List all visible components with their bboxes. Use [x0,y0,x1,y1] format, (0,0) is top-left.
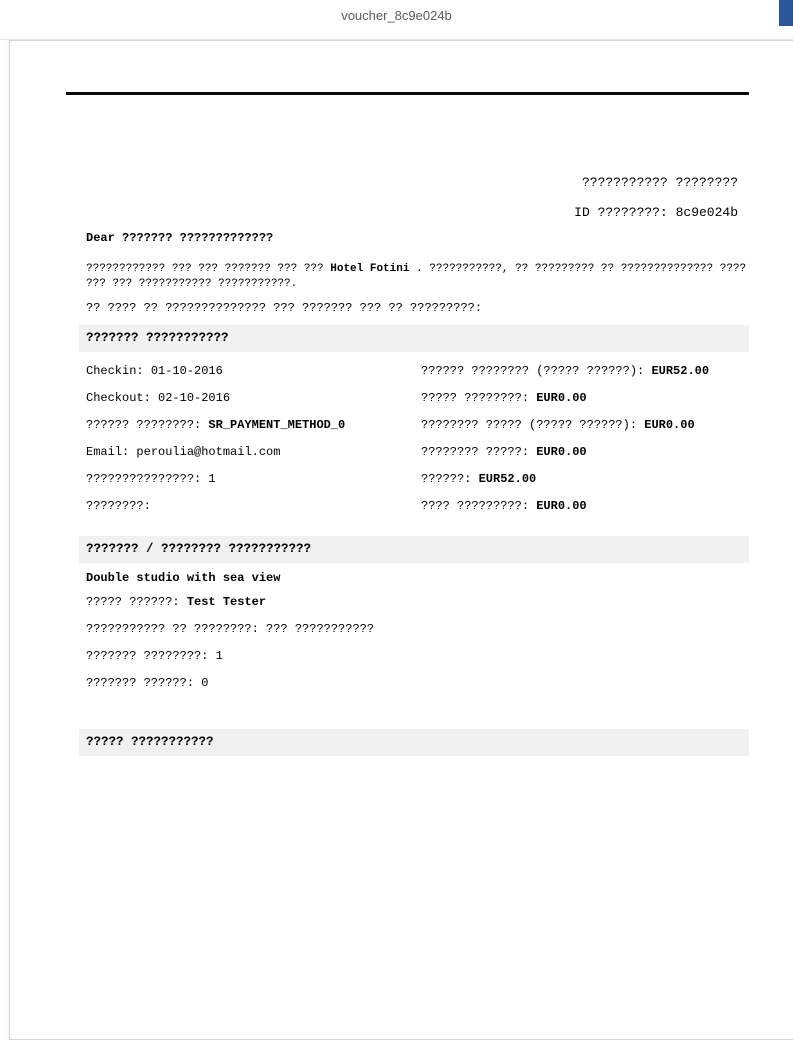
field-value: 01-10-2016 [150,364,223,378]
field-label: ????????: [86,499,151,513]
field-value: peroulia@hotmail.com [136,445,281,459]
field-value: SR_PAYMENT_METHOD_0 [208,418,346,432]
table-row [86,418,749,445]
amount-field [421,391,749,406]
document-page [9,40,793,1040]
nights-field [86,472,421,487]
field-value: EUR0.00 [536,499,587,513]
field-value: ??? ??????????? [266,622,375,636]
children-field [86,676,749,703]
payment-method-field [86,418,421,433]
comments-field [86,499,421,514]
table-row [86,499,749,526]
field-label: ?????? ????????: [86,418,209,432]
field-label: Email: [86,445,137,459]
field-label: ??????????? ?? ????????: [86,622,267,636]
voucher-document [66,92,749,756]
intro-text: ???????????? ??? ??? ??????? ??? ??? [86,263,331,275]
voucher-title: ??????????? ???????? [581,175,738,190]
field-value: EUR0.00 [536,391,587,405]
room-type: Double studio with sea view [86,571,281,585]
field-label: ???? ?????????: [421,499,537,513]
field-value: EUR52.00 [651,364,710,378]
room-details [86,595,749,703]
table-row [86,445,749,472]
field-label: ??????? ??????: [86,676,202,690]
field-value: 1 [208,472,216,486]
field-value: EUR0.00 [536,445,587,459]
field-value: EUR52.00 [478,472,537,486]
field-label: ????? ????????: [421,391,537,405]
guest-name-field [86,595,749,622]
field-label: ???????? ?????: [421,445,537,459]
field-label: ??????: [421,472,479,486]
intro-text: . ???????????, ?? ????????? ?? ?????????????? ???? [409,263,747,275]
rate-field [86,622,749,649]
section-header-room: ??????? / ???????? ??????????? [79,536,749,563]
balance-field [421,499,749,514]
amount-field [421,445,749,460]
intro-paragraph [86,262,749,292]
section-header-booking: ??????? ??????????? [79,325,749,352]
field-label: ???????? ????? (????? ??????): [421,418,645,432]
header-rule [66,92,749,95]
field-label: Checkin: [86,364,151,378]
intro-line-1 [86,262,749,277]
adults-field [86,649,749,676]
save-button[interactable] [779,0,793,26]
field-value: Test Tester [186,595,267,609]
field-label: ??????? ????????: [86,649,216,663]
window-title: voucher_8c9e024b [341,8,452,23]
greeting: Dear ??????? ????????????? [86,231,274,245]
section-header-footer: ????? ??????????? [79,729,749,756]
checkin-field [86,364,421,379]
total-price-field [421,364,749,379]
total-field [421,472,749,487]
voucher-header [66,175,749,220]
table-row [86,391,749,418]
email-field [86,445,421,460]
hotel-name: Hotel Fotini [330,263,410,275]
booking-details [86,364,749,526]
instruction-line: ?? ???? ?? ?????????????? ??? ??????? ??? ?? ?????????: [86,301,483,315]
field-value: 1 [215,649,223,663]
field-label: Checkout: [86,391,159,405]
field-label: ????? ??????: [86,595,187,609]
titlebar [0,0,793,40]
field-label: ?????? ???????? (????? ??????): [421,364,652,378]
field-value: EUR0.00 [644,418,695,432]
voucher-id: ID ????????: 8c9e024b [574,205,738,220]
field-value: 02-10-2016 [158,391,231,405]
table-row [86,472,749,499]
field-label: ???????????????: [86,472,209,486]
amount-field [421,418,749,433]
table-row [86,364,749,391]
checkout-field [86,391,421,406]
intro-line-2: ??? ??? ??????????? ???????????. [86,278,298,290]
field-value: 0 [201,676,209,690]
